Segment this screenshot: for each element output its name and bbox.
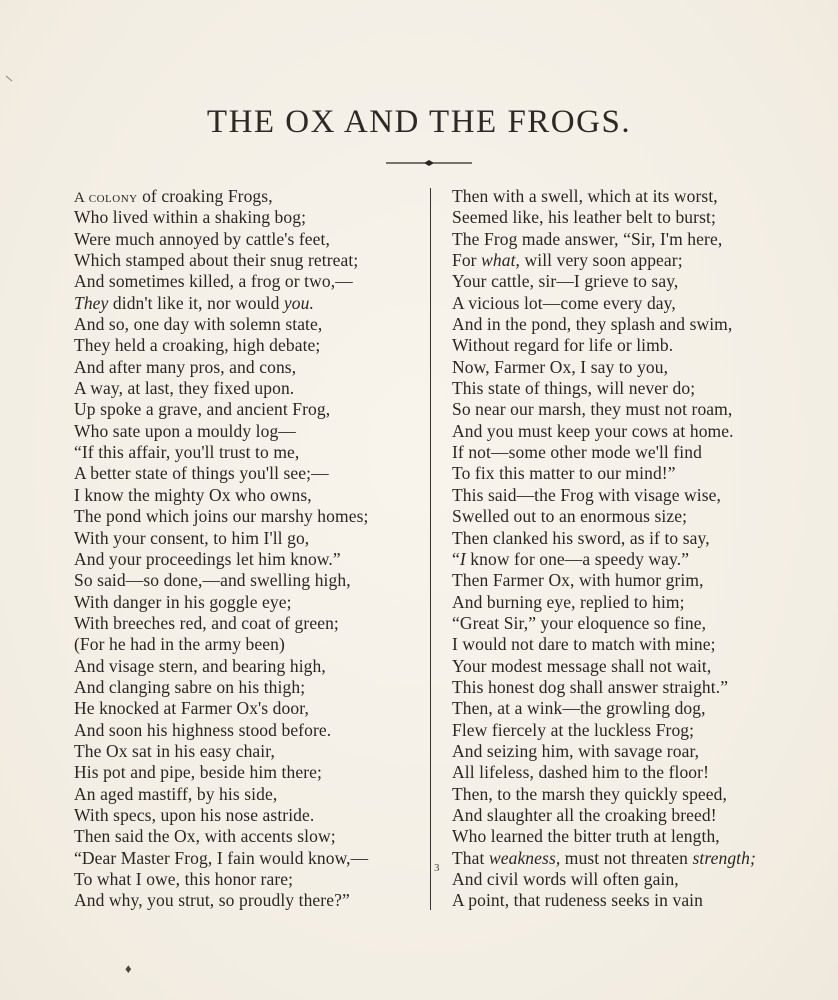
poem-line: And burning eye, replied to him; — [452, 591, 685, 612]
poem-right-column — [452, 186, 812, 912]
poem-line: This said—the Frog with visage wise, — [452, 484, 721, 505]
poem-line: And why, you strut, so proudly there?” — [74, 890, 350, 911]
poem-line: “Dear Master Frog, I fain would know,— — [74, 847, 369, 868]
poem-line: An aged mastiff, by his side, — [74, 783, 278, 804]
poem-line: To what I owe, this honor rare; — [74, 869, 294, 889]
poem-line: With danger in his goggle eye; — [74, 591, 292, 612]
poem-line: With specs, upon his nose astride. — [74, 804, 315, 825]
poem-line: Then, to the marsh they quickly speed, — [452, 783, 727, 804]
poem-line: A way, at last, they fixed upon. — [74, 378, 295, 399]
drop-opening: A colony — [74, 190, 138, 206]
poem-line: And in the pond, they splash and swim, — [452, 314, 733, 335]
poem-line: And after many pros, and cons, — [74, 356, 297, 377]
poem-line: And sometimes killed, a frog or two,— — [74, 271, 353, 292]
poem-line: With your consent, to him I'll go, — [74, 527, 310, 548]
poem-left-column — [74, 186, 414, 912]
poem-line: If not—some other mode we'll find — [452, 442, 702, 463]
poem-line: This honest dog shall answer straight.” — [452, 676, 729, 697]
poem-line: The pond which joins our marshy homes; — [74, 506, 369, 527]
poem-line: “I know for one—a speedy way.” — [452, 548, 690, 569]
poem-line: And slaughter all the croaking breed! — [452, 804, 717, 825]
poem-line: Then Farmer Ox, with humor grim, — [452, 570, 704, 591]
title-ornament — [386, 158, 472, 168]
poem-line: They held a croaking, high debate; — [74, 335, 321, 356]
poem-line: “If this affair, you'll trust to me, — [74, 442, 300, 463]
poem-line: Which stamped about their snug retreat; — [74, 250, 359, 271]
poem-line: And visage stern, and bearing high, — [74, 655, 326, 676]
page-title: THE OX AND THE FROGS. — [206, 104, 632, 140]
poem-line: Who learned the bitter truth at length, — [452, 826, 720, 847]
poem-line: And civil words will often gain, — [452, 869, 679, 889]
poem-line: Who sate upon a mouldy log— — [74, 420, 296, 441]
poem-line: Seemed like, his leather belt to burst; — [452, 207, 716, 228]
poem-line: So near our marsh, they must not roam, — [452, 399, 733, 420]
poem-line: Your modest message shall not wait, — [452, 655, 712, 676]
poem-line: Then said the Ox, with accents slow; — [74, 826, 336, 847]
poem-line: With breeches red, and coat of green; — [74, 612, 339, 633]
poem-line: His pot and pipe, beside him there; — [74, 762, 322, 783]
margin-mark: 3 — [434, 862, 440, 874]
poem-line: “Great Sir,” your eloquence so fine, — [452, 612, 707, 633]
page-corner-mark — [6, 76, 13, 82]
poem-line: Then clanked his sword, as if to say, — [452, 527, 710, 548]
poem-line: And seizing him, with savage roar, — [452, 740, 700, 761]
poem-line: A colony of croaking Frogs, — [74, 186, 273, 206]
poem-line: And clanging sabre on his thigh; — [74, 676, 306, 697]
poem-line: Swelled out to an enormous size; — [452, 506, 688, 527]
poem-line: I would not dare to match with mine; — [452, 634, 716, 655]
poem-line: A vicious lot—come every day, — [452, 292, 676, 313]
poem-line: They didn't like it, nor would you. — [74, 292, 314, 313]
poem-line: Flew fiercely at the luckless Frog; — [452, 719, 695, 740]
poem-line: All lifeless, dashed him to the floor! — [452, 762, 710, 783]
poem-line: (For he had in the army been) — [74, 634, 285, 655]
poem-line: Your cattle, sir—I grieve to say, — [452, 271, 679, 292]
poem-line: This state of things, will never do; — [452, 378, 696, 399]
column-divider — [430, 188, 431, 910]
poem-line: Now, Farmer Ox, I say to you, — [452, 356, 669, 377]
poem-line: Who lived within a shaking bog; — [74, 207, 307, 228]
poem-line: For what, will very soon appear; — [452, 250, 683, 271]
poem-line: Were much annoyed by cattle's feet, — [74, 228, 330, 249]
poem-line: And your proceedings let him know.” — [74, 548, 341, 569]
poem-line: And you must keep your cows at home. — [452, 420, 734, 441]
poem-line: He knocked at Farmer Ox's door, — [74, 698, 309, 719]
poem-line: So said—so done,—and swelling high, — [74, 570, 351, 591]
poem-line: To fix this matter to our mind!” — [452, 463, 676, 484]
poem-line: The Frog made answer, “Sir, I'm here, — [452, 228, 723, 249]
poem-line: Then, at a wink—the growling dog, — [452, 698, 706, 719]
poem-line: Then with a swell, which at its worst, — [452, 186, 718, 206]
poem-line: And so, one day with solemn state, — [74, 314, 323, 335]
poem-line: And soon his highness stood before. — [74, 719, 332, 740]
poem-line: Up spoke a grave, and ancient Frog, — [74, 399, 331, 420]
poem-line: The Ox sat in his easy chair, — [74, 740, 275, 761]
poem-line: That weakness, must not threaten strength; — [452, 847, 756, 868]
poem-line: Without regard for life or limb. — [452, 335, 674, 356]
poem-line: I know the mighty Ox who owns, — [74, 484, 312, 505]
poem-line: A better state of things you'll see;— — [74, 463, 329, 484]
footer-ornament-icon: ♦ — [125, 961, 132, 976]
poem-line: A point, that rudeness seeks in vain — [452, 890, 703, 911]
